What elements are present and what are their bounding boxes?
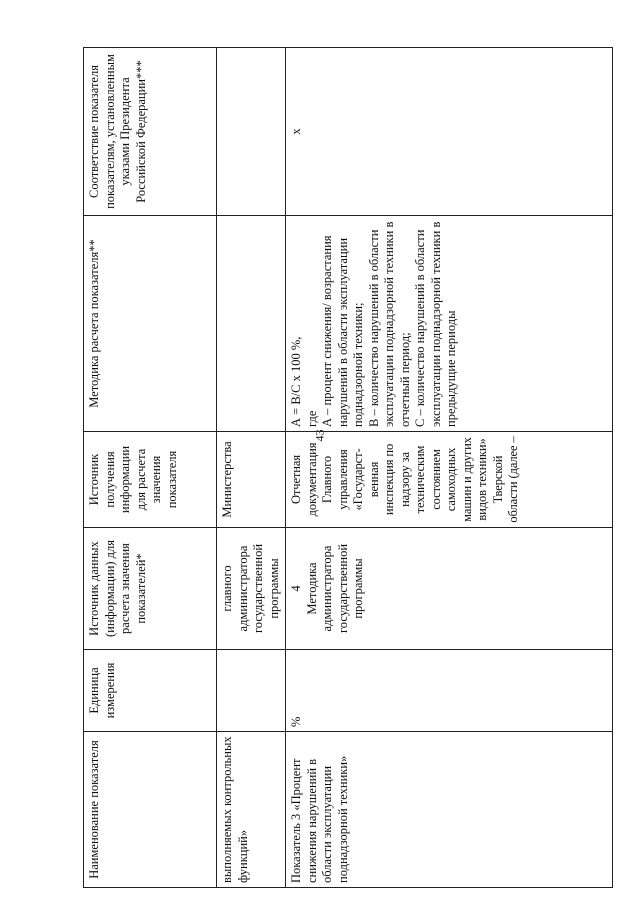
cell-indicator-name: выполняемых контрольных функций» — [217, 732, 286, 888]
cell-data-source — [286, 528, 613, 650]
method-line: где — [304, 410, 319, 427]
cell-correspondence — [217, 48, 286, 216]
cell-indicator-name: Показатель 3 «Процент снижения нарушений в области эксплуатации поднадзорной техники» — [286, 732, 613, 888]
indicators-table — [83, 47, 613, 888]
cell-data-source: главного администратора государственной программы — [217, 528, 286, 650]
header-data-source: Источник данных (информации) для расчета значения показателей* — [84, 528, 217, 650]
method-line: В – количество нарушений в области эксплуатации поднадзорной техники в отчетный период; — [366, 221, 412, 427]
data-source-number: 4 — [289, 585, 303, 592]
method-line: А – процент снижения/ возрастания нарушений в области эксплуатации поднадзорной техники; — [320, 235, 365, 427]
table-row — [217, 48, 286, 888]
page-number-text: 43 — [312, 429, 327, 441]
cell-method — [217, 216, 286, 432]
header-info-source: Источник получения информации для расчета значения показателя — [84, 432, 217, 528]
header-method: Методика расчета показателя** — [84, 216, 217, 432]
cell-info-source: Министерства — [217, 432, 286, 528]
data-source-text: Методика администратора государственной программы — [304, 543, 365, 634]
header-correspondence: Соответствие показателя показателям, установленным указами Президента Российской Федерации*** — [84, 48, 217, 216]
header-unit: Единица измерения — [84, 650, 217, 732]
cell-unit: % — [286, 650, 613, 732]
rotated-table-area — [83, 48, 603, 888]
table-row — [286, 48, 613, 888]
cell-info-source: Отчетная документация Главного управления «Государст-венная инспекция по надзору за техническим состоянием самоходных машин и других видов техники» Тверской области (далее – — [286, 432, 613, 528]
cell-correspondence: х — [286, 48, 613, 216]
method-formula: А = В/С х 100 %, — [289, 336, 303, 427]
rotated-table-wrapper — [83, 48, 603, 888]
cell-method — [286, 216, 613, 432]
cell-unit — [217, 650, 286, 732]
method-line: С – количество нарушений в области эксплуатации поднадзорной техники в предыдущие периоды — [413, 221, 458, 427]
table-header-row — [84, 48, 217, 888]
header-indicator-name: Наименование показателя — [84, 732, 217, 888]
